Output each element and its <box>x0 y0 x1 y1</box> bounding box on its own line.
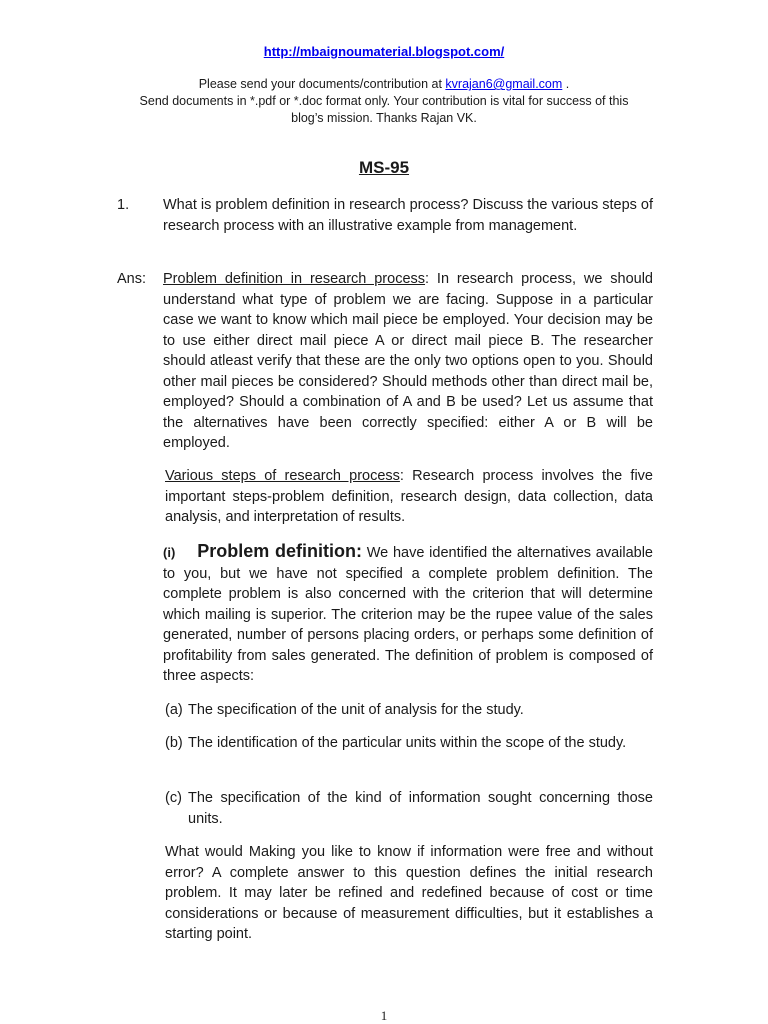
answer-paragraph-3: What would Making you like to know if information were free and without error? A complete answer to this question defines the initial research problem. It may later be refined and redefined because of cost or time considerations or because of measurement difficulties, but it establishes a starting point. <box>165 844 653 942</box>
p2-heading: Various steps of research process <box>165 468 400 484</box>
blog-url[interactable] <box>0 44 768 59</box>
answer-paragraph-1 <box>163 269 653 454</box>
header-line-1-prefix: Please send your documents/contribution at <box>198 77 446 91</box>
section-roman-numeral: (i) <box>163 545 176 560</box>
aspect-item-b <box>165 733 653 754</box>
answer-paragraph-2 <box>165 466 653 528</box>
aspect-item-c <box>165 788 653 829</box>
header-line-2: Send documents in *.pdf or *.doc format only. Your contribution is vital for success of this <box>139 94 629 108</box>
blog-url-link[interactable]: http://mbaignoumaterial.blogspot.com/ <box>263 44 505 59</box>
aspect-text: The specification of the kind of information sought concerning those units. <box>188 790 653 827</box>
aspect-label: (a) <box>165 702 183 718</box>
question-number: 1. <box>117 197 130 213</box>
section-text: We have identified the alternatives available to you, but we have not specified a complete problem definition. The complete problem is also concerned with the criterion that will determine which mailing is superior. The criterion may be the rupee value of the sales generated, number of persons placing orders, or perhaps some definition of profitability from sales generated. The definition of problem is composed of three aspects: <box>163 545 653 684</box>
header-line-3: blog’s mission. Thanks Rajan VK. <box>291 111 477 125</box>
aspect-label: (c) <box>165 790 182 806</box>
aspect-label: (b) <box>165 735 183 751</box>
answer-label: Ans: <box>117 271 147 287</box>
p1-heading: Problem definition in research process <box>163 271 426 287</box>
aspect-text: The identification of the particular units within the scope of the study. <box>188 735 627 751</box>
aspect-item-a <box>165 700 653 721</box>
document-title: MS-95 <box>358 158 410 177</box>
aspect-text: The specification of the unit of analysis for the study. <box>188 702 524 718</box>
question-text: What is problem definition in research process? Discuss the various steps of research process with an illustrative example from management. <box>163 197 653 234</box>
section-heading: Problem definition: <box>197 541 362 561</box>
header-line-1 <box>0 76 768 93</box>
p2-text: : Research process involves the five important steps-problem definition, research design, data collection, data analysis, and interpretation of results. <box>165 468 654 525</box>
email-link[interactable]: kvrajan6@gmail.com <box>445 77 563 91</box>
page-number: 1 <box>380 1008 388 1023</box>
p1-text: : In research process, we should understand what type of problem we are facing. Suppose in a particular case we want to know which mail piece be employed. Your decision may be to use either direct mail piece A or direct mail piece B. The researcher should atleast verify that these are the only two options open to you. Should other mail pieces be considered? Should methods other than direct mail be, employed? Should a combination of A and B be used? Let us assume that the alternatives have been correctly specified: either A or B will be employed. <box>163 271 653 451</box>
header-line-1-suffix: . <box>562 77 570 91</box>
section-problem-definition <box>163 541 653 687</box>
